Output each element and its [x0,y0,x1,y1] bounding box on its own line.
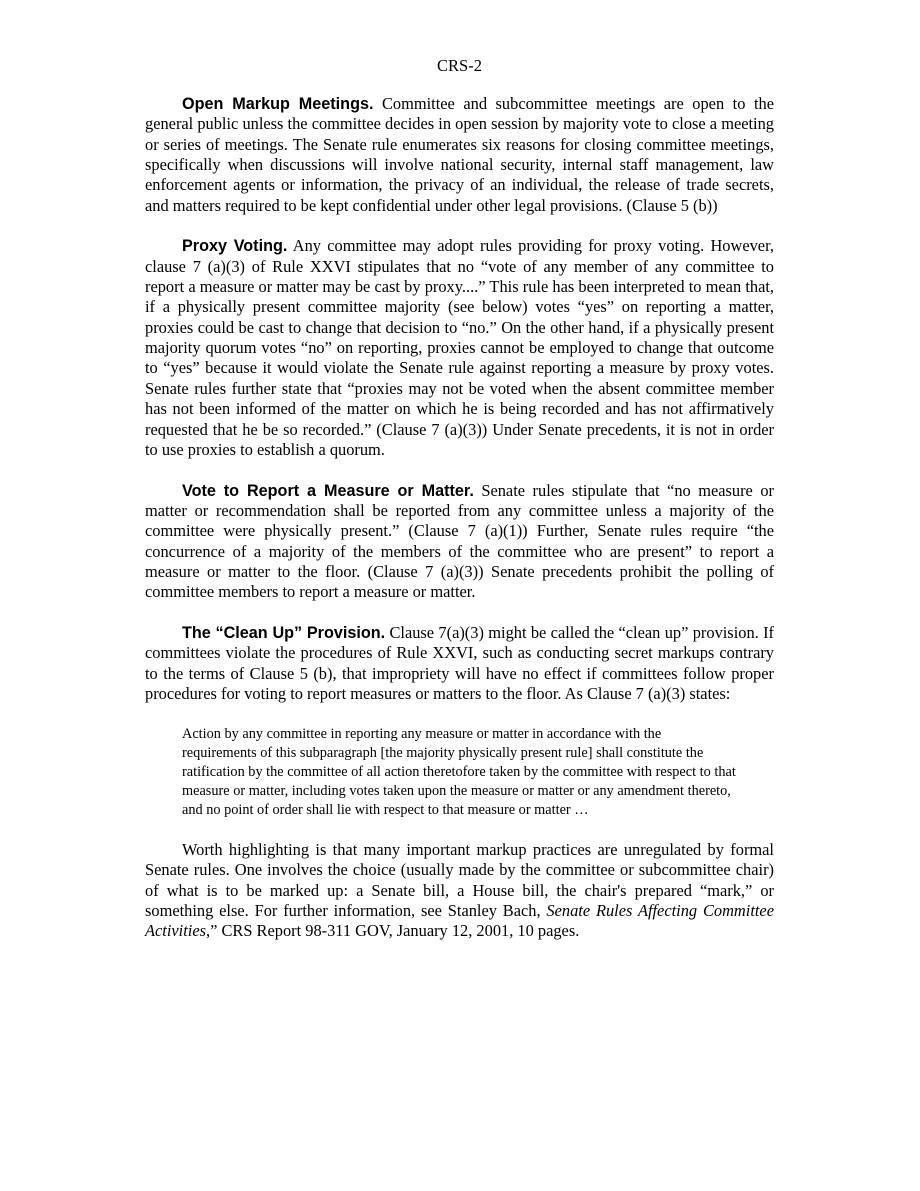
italic-report-title: Senate Rules Affecting Committee Activities [145,901,774,941]
page-number-header: CRS-2 [437,56,482,75]
text-proxy-voting: Any committee may adopt rules providing for proxy voting. However, clause 7 (a)(3) of Rule XXVI stipulates that no “vote of any member of any committee to report a measure or matter may be cast by proxy....” This rule has been interpreted to mean that, if a physically present committee majority (see below) votes “yes” on reporting a matter, proxies could be cast to change that decision to “no.” On the other hand, if a physically present majority quorum votes “no” on reporting, proxies cannot be employed to change that outcome to “yes” because it would violate the Senate rule against reporting a measure by proxy votes. Senate rules further state that “proxies may not be voted when the absent committee member has not been informed of the matter on which he is being recorded and has not affirmatively requested that he be so recorded.” (Clause 7 (a)(3)) Under Senate precedents, it is not in order to use proxies to establish a quorum. [145,236,774,459]
paragraph-open-markup-meetings [145,94,774,216]
heading-vote-to-report: Vote to Report a Measure or Matter. [182,481,474,500]
heading-proxy-voting: Proxy Voting. [182,237,288,256]
text-open-markup-meetings: Committee and subcommittee meetings are open to the general public unless the committee decides in open session by majority vote to close a meeting or series of meetings. The Senate rule enumerates six reasons for closing committee meetings, specifically when discussions will involve national security, internal staff management, law enforcement agents or information, the privacy of an individual, the release of trade secrets, and matters required to be kept confidential under other legal provisions. (Clause 5 (b)) [145,94,774,215]
text-vote-to-report: Senate rules stipulate that “no measure or matter or recommendation shall be reported from any committee unless a majority of the committee were physically present.” (Clause 7 (a)(1)) Further, Senate rules require “the concurrence of a majority of the members of the committee who are present” to report a measure or matter to the floor. (Clause 7 (a)(3)) Senate precedents prohibit the polling of committee members to report a measure or matter. [145,480,774,602]
document-body [145,94,774,962]
paragraph-clean-up-provision [145,623,774,704]
paragraph-vote-to-report [145,481,774,603]
paragraph-closing [145,840,774,942]
text-closing-after: ,” CRS Report 98-311 GOV, January 12, 2001, 10 pages. [206,921,580,941]
paragraph-proxy-voting [145,236,774,460]
block-quote-clause: Action by any committee in reporting any measure or matter in accordance with the requirements of this subparagraph [the majority physically present rule] shall constitute the ratification by the committee of all action theretofore taken by the committee with respect to that measure or matter, including votes taken upon the measure or matter or any amendment thereto, and no point of order shall lie with respect to that measure or matter … [182,725,736,818]
heading-open-markup-meetings: Open Markup Meetings. [182,95,374,113]
text-clean-up-provision: Clause 7(a)(3) might be called the “clean up” provision. If committees violate the procedures of Rule XXVI, such as conducting secret markups contrary to the terms of Clause 5 (b), that impropriety will have no effect if committees follow proper procedures for voting to report measures or matters to the floor. As Clause 7 (a)(3) states: [145,622,774,703]
heading-clean-up-provision: The “Clean Up” Provision. [182,623,386,642]
text-closing-before: Worth highlighting is that many important markup practices are unregulated by formal Senate rules. One involves the choice (usually made by the committee or subcommittee chair) of what is to be marked up: a Senate bill, a House bill, the chair's prepared “mark,” or something else. For further information, see Stanley Bach, [145,840,774,921]
